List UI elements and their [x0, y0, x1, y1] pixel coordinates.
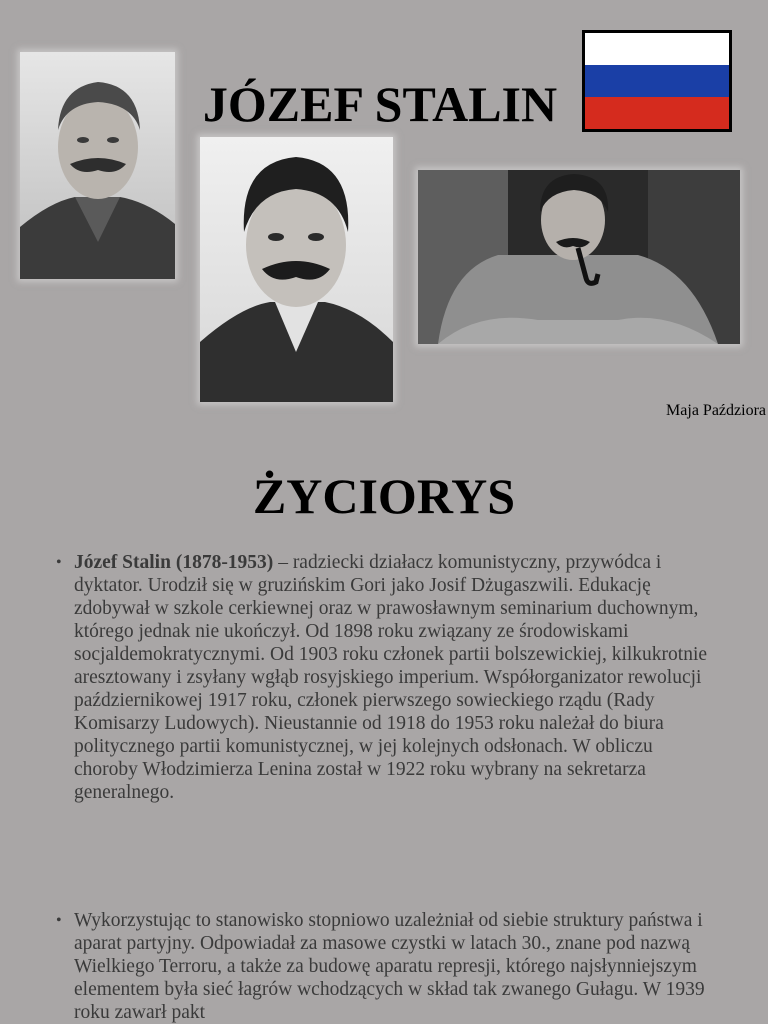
- bullet-icon: •: [56, 912, 62, 929]
- flag-stripe-red: [585, 97, 729, 129]
- flag-stripe-blue: [585, 65, 729, 97]
- author-name: Maja Paździora: [666, 402, 766, 419]
- bullet-icon: •: [56, 554, 62, 571]
- page-title: JÓZEF STALIN: [202, 75, 558, 132]
- portrait-uniform: [20, 52, 175, 279]
- paragraph-body: – radziecki działacz komunistyczny, przywódca i dyktator. Urodził się w gruzińskim Gori jako Josif Dżugaszwili. Edukację zdobywał w szkole cerkiewnej oraz w prawosławnym seminarium duchownym, którego jednak nie ukończył. Od 1898 roku związany ze środowiskami socjaldemokratycznymi. Od 1903 roku członek partii bolszewickiej, kilkukrotnie aresztowany i zsyłany wgłąb rosyjskiego imperium. Współorganizator rewolucji październikowej 1917 roku, członek pierwszego sowieckiego rządu (Rady Komisarzy Ludowych). Nieustannie od 1918 do 1953 roku należał do biura politycznego partii komunistycznej, w jej kolejnych odsłonach. W obliczu choroby Włodzimierza Lenina został w 1922 roku wybrany na sekretarza generalnego.: [74, 552, 708, 803]
- paragraph-biography-2: [56, 909, 716, 1024]
- paragraph-text: [74, 551, 716, 804]
- portrait-young: [200, 137, 393, 402]
- russian-flag-icon: [582, 30, 732, 132]
- paragraph-text: [74, 909, 716, 1024]
- paragraph-biography-1: [56, 551, 716, 804]
- section-title: ŻYCIORYS: [252, 468, 516, 524]
- flag-stripe-white: [585, 33, 729, 65]
- portrait-pipe-writing: [418, 170, 740, 344]
- paragraph-body: Wykorzystując to stanowisko stopniowo uzależniał od siebie struktury państwa i aparat partyjny. Odpowiadał za masowe czystki w latach 30., znane pod nazwą Wielkiego Terroru, a także za budowę aparatu represji, którego najsłynniejszym elementem była sieć łagrów wchodzących w skład tak zwanego Gułagu. W 1939 roku zawarł pakt: [74, 910, 705, 1023]
- paragraph-lead: Józef Stalin (1878-1953): [74, 552, 274, 573]
